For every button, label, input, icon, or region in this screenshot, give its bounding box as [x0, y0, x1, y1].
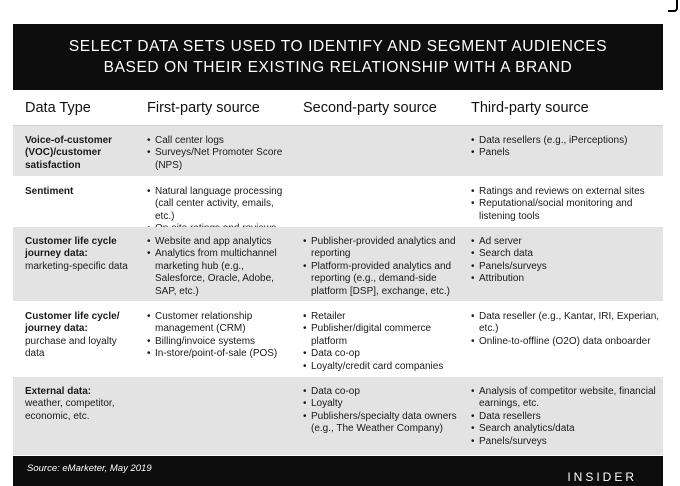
- list-item: • Analytics from multichannel marketing hub (e.g., Salesforce, Oracle, Adobe, SAP, etc.): [147, 248, 295, 298]
- list-item: • Call center logs: [147, 135, 295, 147]
- list-item: • Data reseller (e.g., Kantar, IRI, Experian, etc.): [471, 311, 663, 336]
- first-party-cell: [135, 302, 295, 376]
- data-table: [13, 90, 663, 456]
- list-item: • Website and app analytics: [147, 236, 295, 248]
- header-data-type: Data Type: [25, 99, 91, 116]
- list-item: • Data co-op: [303, 348, 463, 360]
- list-item: • Search data: [471, 248, 663, 260]
- list-item: • Panels: [471, 147, 663, 159]
- list-item: • Reputational/social monitoring and listening tools: [471, 198, 663, 223]
- brand-logo: INSIDER: [567, 470, 637, 484]
- list-item: • In-store/point-of-sale (POS): [147, 348, 295, 360]
- list-item: • Panels/surveys: [471, 261, 663, 273]
- first-party-cell: [135, 177, 295, 226]
- data-type-name: Customer life cycle journey data:: [25, 236, 117, 260]
- table-row: [13, 177, 663, 227]
- first-party-cell: [135, 377, 295, 455]
- header-first-party: First-party source: [147, 99, 260, 116]
- data-type-cell: [13, 126, 135, 176]
- data-type-name: Customer life cycle/ journey data:: [25, 311, 120, 335]
- list-item: • Publisher-provided analytics and reporting: [303, 236, 463, 261]
- list-item: • Ad server: [471, 236, 663, 248]
- data-type-detail: weather, competitor, economic, etc.: [25, 398, 115, 422]
- list-item: • Billing/invoice systems: [147, 336, 295, 348]
- third-party-cell: [463, 126, 663, 176]
- data-type-name: External data:: [25, 386, 92, 397]
- data-type-cell: [13, 302, 135, 376]
- list-item: • Attribution: [471, 273, 663, 285]
- list-item: • Data co-op: [303, 386, 463, 398]
- data-type-detail: marketing-specific data: [25, 260, 128, 272]
- list-item: • Platform-provided analytics and reporting (e.g., demand-side platform [DSP], exchange, etc.): [303, 261, 463, 298]
- list-item: • Customer relationship management (CRM): [147, 311, 295, 336]
- list-item: • Analysis of competitor website, financial earnings, etc.: [471, 386, 663, 411]
- list-item: • Panels/surveys: [471, 436, 663, 448]
- table-row: [13, 377, 663, 456]
- data-type-cell: [13, 227, 135, 301]
- list-item: • Search analytics/data: [471, 423, 663, 435]
- list-item: • Data resellers (e.g., iPerceptions): [471, 135, 663, 147]
- data-type-cell: [13, 377, 135, 455]
- table-row: [13, 302, 663, 377]
- list-item: • Online-to-offline (O2O) data onboarder: [471, 336, 663, 348]
- data-type-cell: [13, 177, 135, 226]
- second-party-cell: [295, 126, 463, 176]
- corner-bracket-icon: [668, 0, 678, 12]
- list-item: • Publishers/specialty data owners (e.g., The Weather Company): [303, 411, 463, 436]
- infographic-card: [13, 24, 663, 486]
- second-party-cell: [295, 302, 463, 376]
- source-note: Source: eMarketer, May 2019: [27, 463, 152, 474]
- data-type-detail: purchase and loyalty data: [25, 335, 117, 360]
- footer-bar: [13, 456, 663, 486]
- second-party-cell: [295, 177, 463, 226]
- list-item: • Data resellers: [471, 411, 663, 423]
- list-item: • Ratings and reviews on external sites: [471, 186, 663, 198]
- list-item: • Surveys/Net Promoter Score (NPS): [147, 147, 295, 172]
- list-item: • Loyalty: [303, 398, 463, 410]
- third-party-cell: [463, 377, 663, 455]
- first-party-cell: [135, 126, 295, 176]
- title-line-2: BASED ON THEIR EXISTING RELATIONSHIP WITH A BRAND: [103, 59, 573, 76]
- list-item: • Natural language processing (call center activity, emails, etc.): [147, 186, 295, 223]
- table-row: [13, 126, 663, 177]
- title-bar: [13, 24, 663, 90]
- header-second-party: Second-party source: [303, 99, 437, 116]
- list-item: • Publisher/digital commerce platform: [303, 323, 463, 348]
- table-row: [13, 227, 663, 302]
- list-item: • Loyalty/credit card companies: [303, 361, 463, 373]
- first-party-cell: [135, 227, 295, 301]
- table-header-row: [13, 90, 663, 126]
- second-party-cell: [295, 377, 463, 455]
- header-third-party: Third-party source: [471, 99, 589, 116]
- data-type-name: Sentiment: [25, 186, 74, 197]
- third-party-cell: [463, 177, 663, 226]
- data-type-name: Voice-of-customer (VOC)/customer satisfaction: [25, 135, 113, 171]
- title-line-1: SELECT DATA SETS USED TO IDENTIFY AND SEGMENT AUDIENCES: [68, 38, 608, 55]
- list-item: • Retailer: [303, 311, 463, 323]
- third-party-cell: [463, 302, 663, 376]
- second-party-cell: [295, 227, 463, 301]
- third-party-cell: [463, 227, 663, 301]
